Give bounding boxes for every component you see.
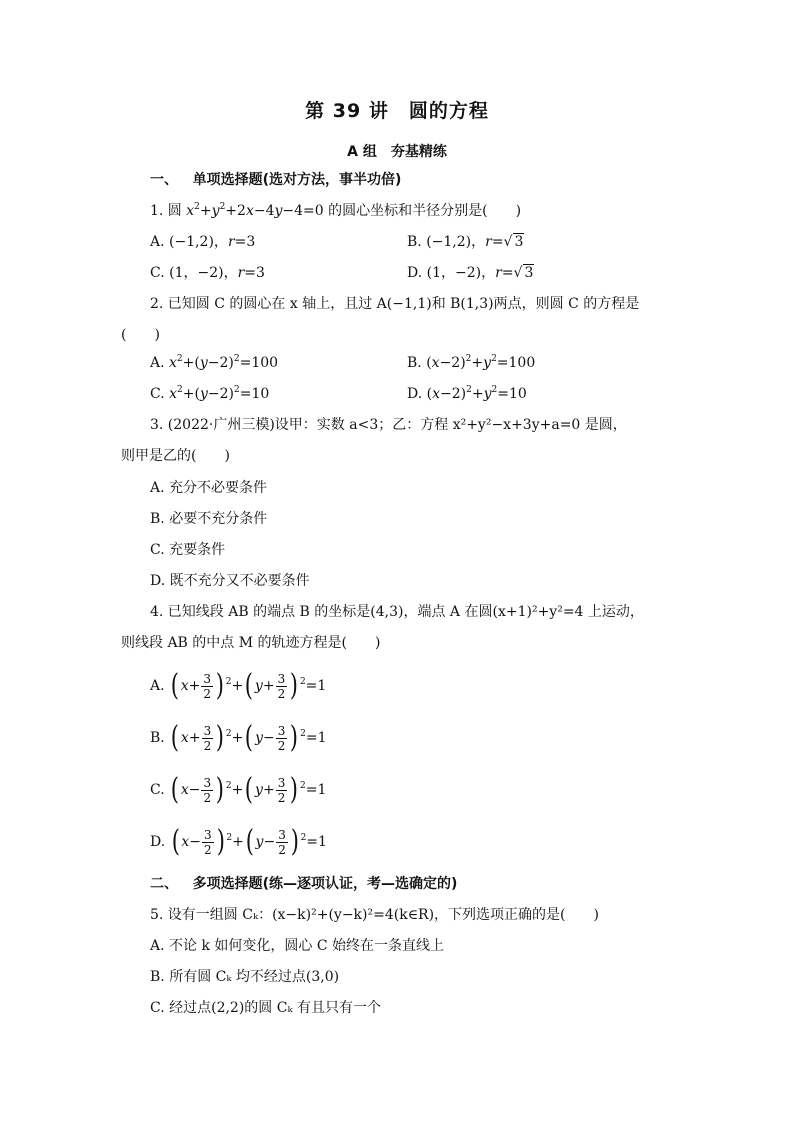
question-2-option-d: D. $(x-2)^2+y^2=10$ [407,385,527,402]
question-2-option-c: C. $x^2+(y-2)^2=10$ [150,385,270,402]
question-4-option-c: C. ( x− $\frac{3}{2}$ ) $^2$+( y+ $\frac{3}{2}$ ) $^2$=1 [150,772,327,807]
question-4-option-b: B. ( x+ $\frac{3}{2}$ ) $^2$+( y− $\frac{3}{2}$ ) $^2$=1 [150,720,327,755]
section-2-label: 二、 [150,876,178,892]
question-1-option-d: D. (1，−2)，r=√ 3 [407,265,534,281]
section-2-heading [150,874,457,894]
question-5-option-c: C. 经过点(2,2)的圆 Cₖ 有且只有一个 [150,1000,382,1016]
question-2-stem: 2. 已知圆 C 的圆心在 x 轴上，且过 A(−1,1)和 B(1,3)两点，则圆 C 的方程是 [150,296,640,312]
question-3-option-c: C. 充要条件 [150,542,226,558]
question-2-option-b: B. $(x-2)^2+y^2=100$ [407,354,536,371]
question-3-option-a: A. 充分不必要条件 [150,480,268,496]
question-4-stem-line2: 则线段 AB 的中点 M 的轨迹方程是( ) [121,635,381,651]
question-4-stem-line1: 4. 已知线段 AB 的端点 B 的坐标是(4,3)，端点 A 在圆(x+1)²+y²=4 上运动， [150,604,644,620]
question-5-stem: 5. 设有一组圆 Cₖ：(x−k)²+(y−k)²=4(k∈R)，下列选项正确的是( ) [150,907,599,923]
question-3-option-d: D. 既不充分又不必要条件 [150,573,310,589]
group-subtitle: A 组 夯基精练 [347,144,447,160]
question-2-option-a: A. $x^2+(y-2)^2=100$ [150,354,279,371]
section-2-text: 多项选择题(练—逐项认证，考—选确定的) [192,876,458,892]
page-title: 第 39 讲 圆的方程 [305,100,489,122]
question-3-stem-line1: 3. (2022·广州三模)设甲：实数 a<3；乙：方程 x²+y²−x+3y+a=0 是圆， [150,417,627,433]
section-1-heading [150,170,401,190]
section-1-text: 单项选择题(选对方法，事半功倍) [192,172,402,188]
question-5-option-a: A. 不论 k 如何变化，圆心 C 始终在一条直线上 [150,938,445,954]
section-1-label: 一、 [150,172,178,188]
question-2-paren: ( ) [121,327,160,343]
question-1-option-b: B. (−1,2)，r=√ 3 [407,234,524,250]
question-1-option-a: A. (−1,2)，r=3 [150,234,256,250]
question-1-option-c: C. (1，−2)，r=3 [150,265,265,281]
question-4-option-d: D. ( x− $\frac{3}{2}$ ) $^2$+( y− $\frac{3}{2}$ ) $^2$=1 [150,824,327,859]
question-3-option-b: B. 必要不充分条件 [150,511,268,527]
question-1-stem: 1. 圆 $x^2+y^2+2x-4y-4=0$ 的圆心坐标和半径分别是( ) [150,202,522,219]
question-3-stem-line2: 则甲是乙的( ) [121,448,230,464]
question-5-option-b: B. 所有圆 Cₖ 均不经过点(3,0) [150,969,340,985]
question-4-option-a: A. ( x+ $\frac{3}{2}$ ) $^2$+( y+ $\frac{3}{2}$ ) $^2$=1 [150,668,327,703]
